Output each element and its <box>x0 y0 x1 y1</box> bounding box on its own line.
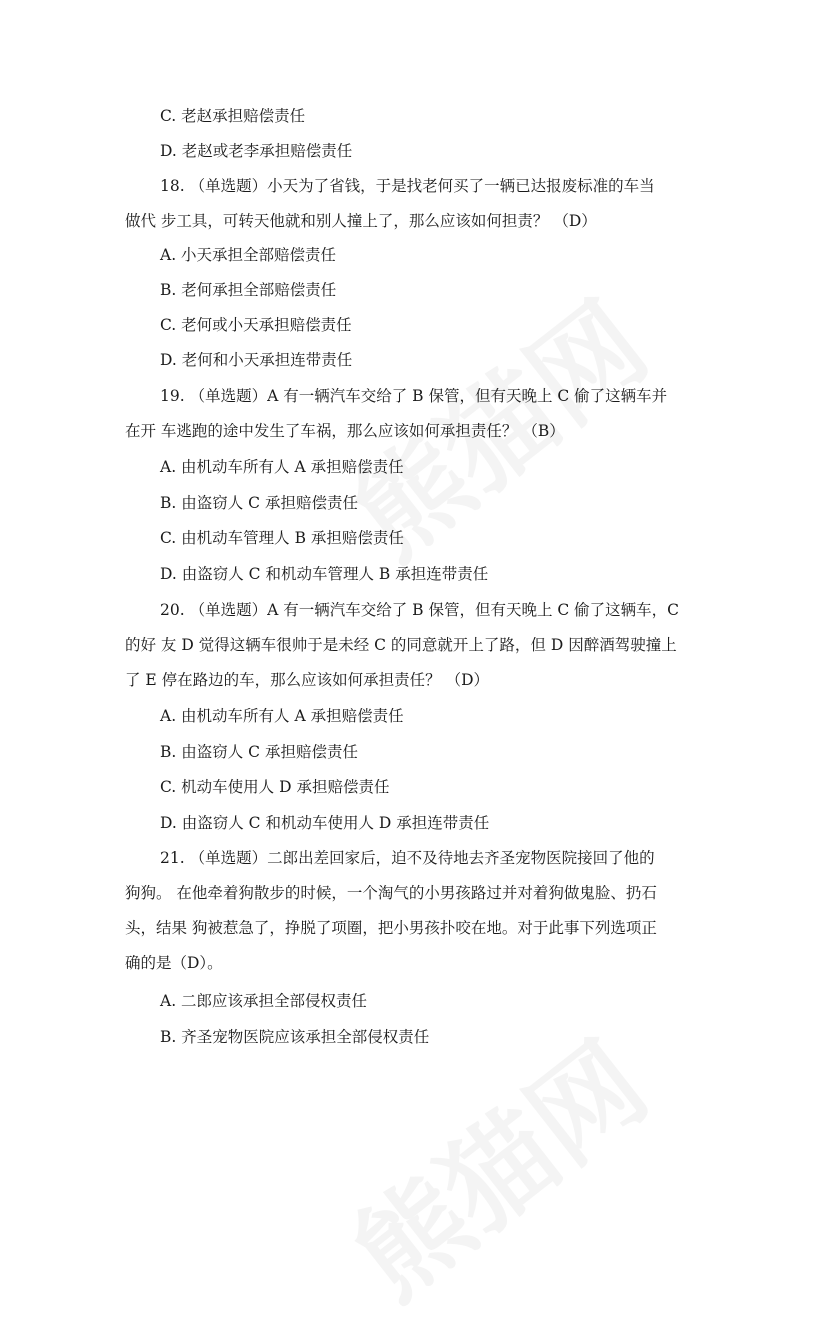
question-19-continuation: 在开 车逃跑的途中发生了车祸，那么应该如何承担责任？ （B） <box>125 422 565 440</box>
question-18-continuation: 做代 步工具，可转天他就和别人撞上了，那么应该如何担责？ （D） <box>125 212 597 230</box>
option-text: A. 二郎应该承担全部侵权责任 <box>160 992 368 1010</box>
question-19-text: 19. （单选题）A 有一辆汽车交给了 B 保管，但有天晚上 C 偷了这辆车并 <box>160 387 668 405</box>
option-text: B. 由盗窃人 C 承担赔偿责任 <box>160 743 358 761</box>
question-18-text: 18. （单选题）小天为了省钱，于是找老何买了一辆已达报废标准的车当 <box>160 177 655 195</box>
option-text: B. 齐圣宠物医院应该承担全部侵权责任 <box>160 1028 430 1046</box>
option-text: D. 老何和小天承担连带责任 <box>160 351 353 369</box>
option-text: C. 由机动车管理人 B 承担赔偿责任 <box>160 529 404 547</box>
option-text: D. 由盗窃人 C 和机动车管理人 B 承担连带责任 <box>160 565 489 583</box>
option-text: A. 由机动车所有人 A 承担赔偿责任 <box>160 707 404 725</box>
question-21-continuation: 狗狗。 在他牵着狗散步的时候，一个淘气的小男孩路过并对着狗做鬼脸、扔石 <box>125 884 657 902</box>
option-text: B. 老何承担全部赔偿责任 <box>160 281 337 299</box>
option-text: D. 由盗窃人 C 和机动车使用人 D 承担连带责任 <box>160 814 490 832</box>
option-text: A. 由机动车所有人 A 承担赔偿责任 <box>160 458 404 476</box>
option-text: D. 老赵或老李承担赔偿责任 <box>160 142 353 160</box>
question-20-continuation: 的好 友 D 觉得这辆车很帅于是未经 C 的同意就开上了路，但 D 因醉酒驾驶撞上 <box>125 636 677 654</box>
question-21-continuation: 确的是（D）。 <box>125 954 223 972</box>
question-20-text: 20. （单选题）A 有一辆汽车交给了 B 保管，但有天晚上 C 偷了这辆车，C <box>160 601 680 619</box>
option-text: A. 小天承担全部赔偿责任 <box>160 246 337 264</box>
option-text: B. 由盗窃人 C 承担赔偿责任 <box>160 494 358 512</box>
option-text: C. 老赵承担赔偿责任 <box>160 107 306 125</box>
option-text: C. 机动车使用人 D 承担赔偿责任 <box>160 778 390 796</box>
option-text: C. 老何或小天承担赔偿责任 <box>160 316 352 334</box>
question-20-continuation: 了 E 停在路边的车，那么应该如何承担责任？ （D） <box>125 671 490 689</box>
question-21-continuation: 头，结果 狗被惹急了，挣脱了项圈，把小男孩扑咬在地。对于此事下列选项正 <box>125 919 657 937</box>
question-21-text: 21. （单选题）二郎出差回家后，迫不及待地去齐圣宠物医院接回了他的 <box>160 849 655 867</box>
